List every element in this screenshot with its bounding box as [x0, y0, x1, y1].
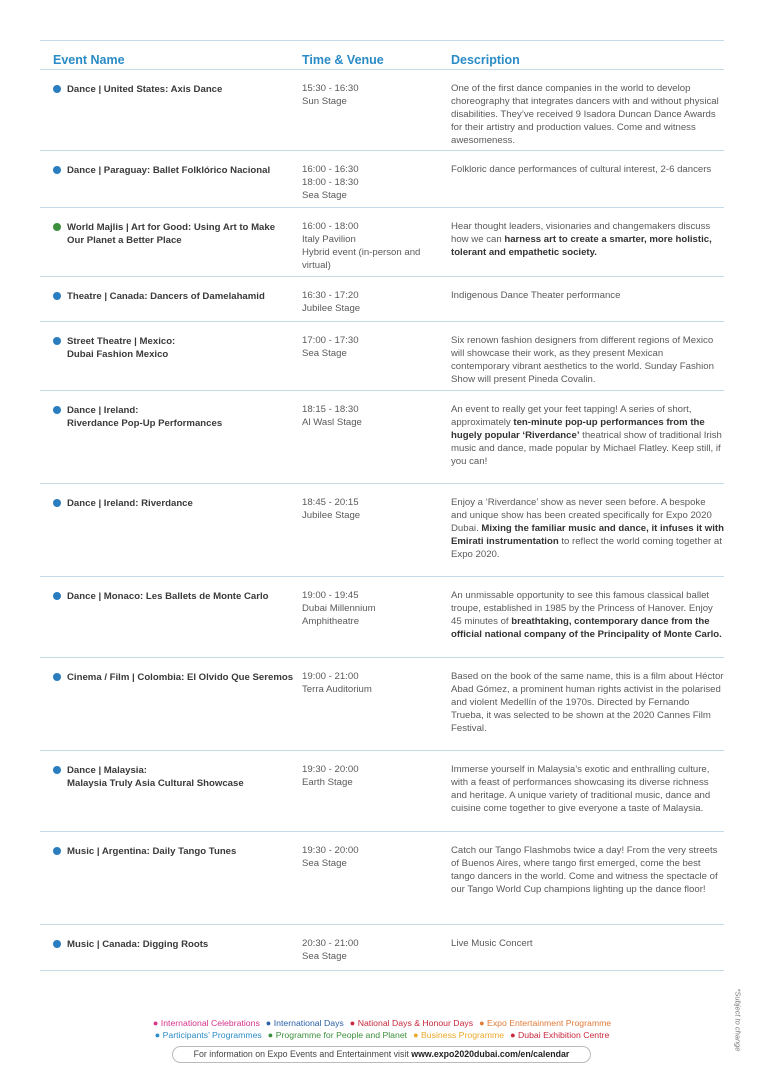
- legend-dot-icon: ●: [479, 1018, 488, 1028]
- legend-dot-icon: ●: [510, 1030, 518, 1040]
- time-venue-line: Amphitheatre: [302, 615, 360, 627]
- time-venue-line: Jubilee Stage: [302, 509, 361, 521]
- legend-item: ● International Days: [265, 1018, 344, 1028]
- legend-dot-icon: ●: [267, 1030, 276, 1040]
- event-description: Six renown fashion designers from different regions of Mexico will showcase their work, as they present Mexican contemporary vibrant aesthetics to the world. Sunday Fashion Show will present Pineda Covalin.: [451, 335, 714, 385]
- table-row: [40, 322, 724, 391]
- time-venue-line: Al Wasl Stage: [302, 416, 362, 428]
- event-time-venue: [302, 83, 451, 150]
- legend-dot-icon: ●: [152, 1018, 161, 1028]
- event-name: Dance | Monaco: Les Ballets de Monte Carlo: [40, 590, 302, 657]
- time-venue-line: 17:00 - 17:30: [302, 335, 359, 346]
- legend-row-1: [0, 1017, 764, 1029]
- event-description: Folkloric dance performances of cultural interest, 2-6 dancers: [451, 164, 712, 175]
- table-row: [40, 577, 724, 658]
- event-name: Dance | United States: Axis Dance: [40, 83, 302, 150]
- event-time-venue: [302, 590, 451, 657]
- legend-item: ● International Celebrations: [152, 1018, 260, 1028]
- category-dot-icon: [53, 592, 61, 600]
- category-dot-icon: [53, 406, 61, 414]
- legend-item: ● Programme for People and Planet: [267, 1030, 408, 1040]
- subject-to-change-note: *Subject to change: [733, 988, 743, 1052]
- category-dot-icon: [53, 85, 61, 93]
- category-dot-icon: [53, 940, 61, 948]
- event-description: Live Music Concert: [451, 938, 533, 949]
- time-venue-line: Italy Pavilion: [302, 233, 356, 245]
- event-description: An event to really get your feet tapping! A series of short, approximately ten-minute pop-up performances from the hugely popular ‘Riverdance’ theatrical show of traditional Irish music and dance, made popular by Michael Flatley. Keep still, if you can!: [451, 404, 722, 467]
- event-name: Dance | Ireland: Riverdance Pop-Up Performances: [40, 404, 302, 483]
- event-time-venue: [302, 404, 451, 483]
- event-time-venue: [302, 164, 451, 207]
- event-time-venue: [302, 764, 451, 831]
- events-table: [40, 40, 724, 971]
- time-venue-line: Terra Auditorium: [302, 683, 372, 695]
- time-venue-line: Sea Stage: [302, 950, 347, 962]
- legend-dot-icon: ●: [413, 1030, 422, 1040]
- time-venue-line: Sea Stage: [302, 189, 347, 201]
- category-dot-icon: [53, 292, 61, 300]
- event-description: Based on the book of the same name, this is a film about Héctor Abad Gómez, a prominent human rights activist in the polarised and violent Medellín of the 1970s. Directed by Fernando Trueba, it was selected to be shown at the 2020 Cannes Film Festival.: [451, 671, 724, 734]
- table-row: [40, 925, 724, 971]
- category-dot-icon: [53, 766, 61, 774]
- event-description: An unmissable opportunity to see this famous classical ballet troupe, established in 1985 by the Princess of Hanover. Enjoy 45 minutes of breathtaking, contemporary dance from the official national company of the Principality of Monte Carlo.: [451, 590, 722, 640]
- event-name: World Majlis | Art for Good: Using Art to Make Our Planet a Better Place: [40, 221, 302, 276]
- event-description: One of the first dance companies in the world to develop choreography that integrates dancers with and without physical disabilities. They’ve received 9 Isadora Duncan Dance Awards for their artistry and production values. Come and witness awesomeness.: [451, 83, 719, 146]
- event-time-venue: [302, 497, 451, 576]
- legend-item: ● Expo Entertainment Programme: [479, 1018, 612, 1028]
- time-venue-line: Sea Stage: [302, 857, 347, 869]
- legend-item: ● Business Programme: [413, 1030, 505, 1040]
- table-row: [40, 832, 724, 925]
- table-row: [40, 391, 724, 484]
- event-name: Dance | Malaysia: Malaysia Truly Asia Cultural Showcase: [40, 764, 302, 831]
- category-dot-icon: [53, 166, 61, 174]
- event-time-venue: [302, 938, 451, 970]
- time-venue-line: 18:15 - 18:30: [302, 404, 359, 415]
- event-name: Cinema / Film | Colombia: El Olvido Que Seremos: [40, 671, 302, 750]
- legend-item: ● National Days & Honour Days: [349, 1018, 474, 1028]
- event-name: Street Theatre | Mexico: Dubai Fashion Mexico: [40, 335, 302, 390]
- header-time-venue: Time & Venue: [302, 53, 384, 67]
- time-venue-line: 18:45 - 20:15: [302, 497, 359, 508]
- time-venue-line: 19:30 - 20:00: [302, 764, 359, 775]
- event-time-venue: [302, 671, 451, 750]
- category-dot-icon: [53, 673, 61, 681]
- time-venue-line: 20:30 - 21:00: [302, 938, 359, 949]
- legend-item: ● Participants’ Programmes: [154, 1030, 262, 1040]
- time-venue-line: 16:30 - 17:20: [302, 290, 359, 301]
- time-venue-line: 16:00 - 18:00: [302, 221, 359, 232]
- event-description: Enjoy a ‘Riverdance’ show as never seen before. A bespoke and unique show has been created specifically for Expo 2020 Dubai. Mixing the familiar music and dance, it infuses it with Emirati instrumentation to reflect the world coming together at Expo 2020.: [451, 497, 724, 560]
- time-venue-line: 19:00 - 19:45: [302, 590, 359, 601]
- event-name: Dance | Ireland: Riverdance: [40, 497, 302, 576]
- table-row: [40, 151, 724, 208]
- event-time-venue: [302, 290, 451, 321]
- event-name: Music | Canada: Digging Roots: [40, 938, 302, 970]
- legend-dot-icon: ●: [349, 1018, 358, 1028]
- table-row: [40, 751, 724, 832]
- category-dot-icon: [53, 337, 61, 345]
- table-header: [40, 41, 724, 70]
- time-venue-line: 18:00 - 18:30: [302, 176, 359, 188]
- table-body: [40, 70, 724, 971]
- calendar-link[interactable]: www.expo2020dubai.com/en/calendar: [411, 1049, 570, 1059]
- time-venue-line: Earth Stage: [302, 776, 353, 788]
- event-description: Hear thought leaders, visionaries and changemakers discuss how we can harness art to create a smarter, more holistic, tolerant and empathetic society.: [451, 221, 712, 258]
- footer-text: For information on Expo Events and Entertainment visit: [193, 1049, 412, 1059]
- time-venue-line: 19:00 - 21:00: [302, 671, 359, 682]
- table-row: [40, 208, 724, 277]
- legend-dot-icon: ●: [265, 1018, 274, 1028]
- event-description: Indigenous Dance Theater performance: [451, 290, 621, 301]
- header-event-name: Event Name: [53, 53, 125, 67]
- time-venue-line: 15:30 - 16:30: [302, 83, 359, 94]
- category-dot-icon: [53, 499, 61, 507]
- table-row: [40, 70, 724, 151]
- event-time-venue: [302, 845, 451, 924]
- event-description: Catch our Tango Flashmobs twice a day! From the very streets of Buenos Aires, where tango first emerged, come the best tango dancers in the world. Come and witness the spectacle of our Tango World Cup champions lighting up the dance floor!: [451, 845, 718, 895]
- time-venue-line: 16:00 - 16:30: [302, 164, 359, 175]
- calendar-link-footer[interactable]: [172, 1046, 591, 1063]
- time-venue-line: Sea Stage: [302, 347, 347, 359]
- table-row: [40, 277, 724, 322]
- legend-row-2: [0, 1029, 764, 1041]
- header-description: Description: [451, 53, 520, 67]
- time-venue-line: Sun Stage: [302, 95, 347, 107]
- category-dot-icon: [53, 847, 61, 855]
- table-row: [40, 484, 724, 577]
- legend-dot-icon: ●: [154, 1030, 163, 1040]
- event-time-venue: [302, 221, 451, 276]
- event-name: Music | Argentina: Daily Tango Tunes: [40, 845, 302, 924]
- legend-item: ● Dubai Exhibition Centre: [510, 1030, 610, 1040]
- event-name: Dance | Paraguay: Ballet Folklórico Nacional: [40, 164, 302, 207]
- time-venue-line: Dubai Millennium: [302, 602, 376, 614]
- time-venue-line: Hybrid event (in-person and virtual): [302, 246, 421, 271]
- event-name: Theatre | Canada: Dancers of Damelahamid: [40, 290, 302, 321]
- event-description: Immerse yourself in Malaysia’s exotic and enthralling culture, with a feast of performances showcasing its diverse richness and heritage. A unique variety of traditional music, dance and cuisine come together to give everyone a taste of Malaysia.: [451, 764, 711, 814]
- table-row: [40, 658, 724, 751]
- time-venue-line: Jubilee Stage: [302, 302, 361, 314]
- category-dot-icon: [53, 223, 61, 231]
- event-time-venue: [302, 335, 451, 390]
- time-venue-line: 19:30 - 20:00: [302, 845, 359, 856]
